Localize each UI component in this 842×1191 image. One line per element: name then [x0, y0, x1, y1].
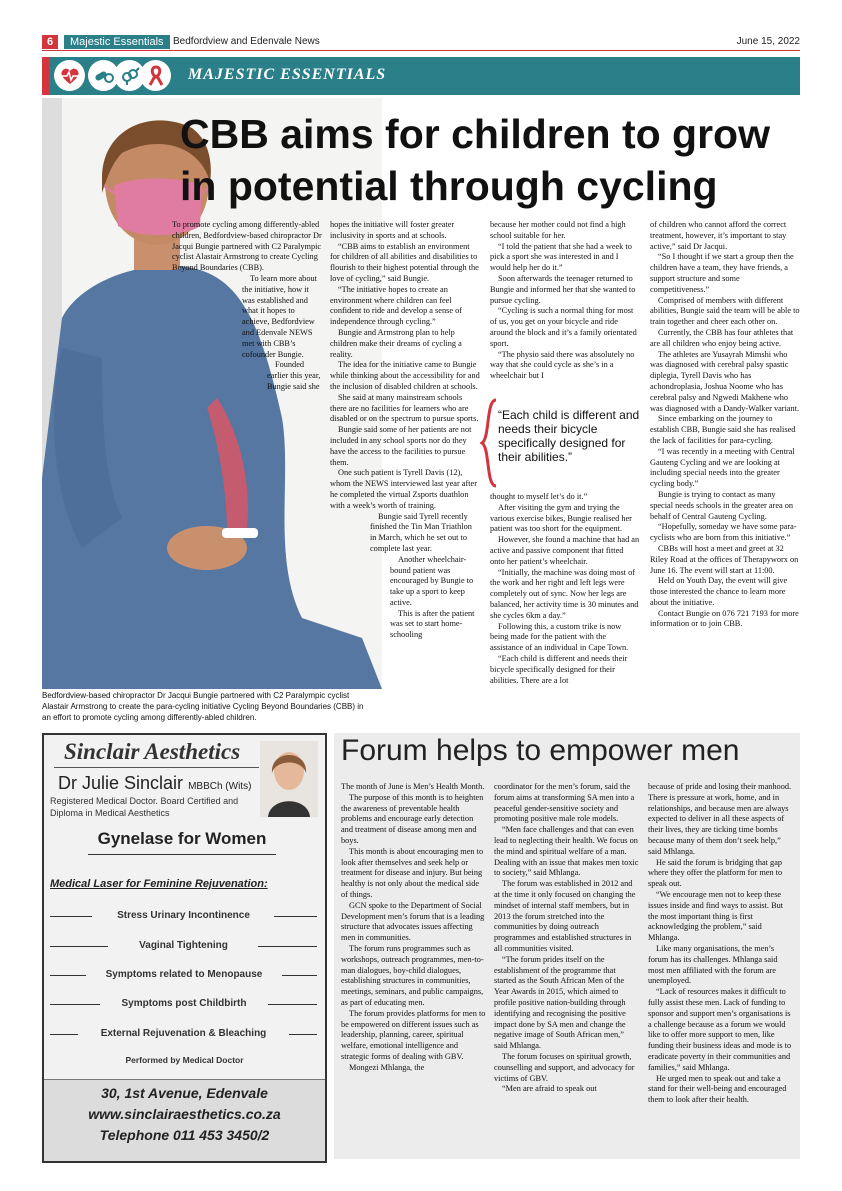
heartbeat-icon: [54, 60, 85, 91]
ad-brand: Sinclair Aesthetics: [64, 739, 241, 764]
doctor-qualification: MBBCh (Wits): [188, 781, 252, 792]
paragraph: Soon afterwards the teenager returned to Bungie and informed her that she wanted to pursue cycling.: [490, 273, 636, 305]
paragraph: Bungie said Tyrell recently finished the Tin Man Triathlon in March, which he set out to complete last year.: [370, 511, 472, 553]
paragraph: Held on Youth Day, the event will give those interested the chance to learn more about the initiative.: [650, 576, 788, 607]
paragraph: However, she found a machine that had an active and passive component that fitted onto her patient’s wheelchair.: [490, 535, 640, 566]
photo-caption: Bedfordview-based chiropractor Dr Jacqui Bungie partnered with C2 Paralympic cyclist Alastair Armstrong to create the para-cycling initiative Cycling Beyond Boundaries (CBB) in an effort to promote cycling among differently-abled children.: [42, 691, 364, 722]
paragraph: Currently, the CBB has four athletes that are all children who enjoy being active.: [650, 327, 794, 348]
paragraph: Mongezi Mhlanga, the: [349, 1062, 425, 1072]
paragraph: “Lack of resources makes it difficult to fully assist these men. Lack of funding to sponsor and support men’s organisations is a challenge because as a forum we would like to offer more support to men, like funding their business ideas and mode is to eradicate poverty in their communities and families,” said Mhlanga.: [648, 987, 792, 1072]
forum-column-2: [494, 782, 639, 1095]
paragraph: “The forum prides itself on the establishment of the programme that started as the South African Men of the Year Awards in 2015, which aimed to profile positive nation-building through identifying and recognising the positive impact done by SA men and change the negative image of South African men,” said Mhlanga.: [494, 954, 626, 1051]
paragraph: “Each child is different and needs their bicycle specifically designed for their abilities. There are a lot: [490, 653, 628, 685]
ad-subtitle: Medical Laser for Feminine Rejuvenation:: [50, 878, 268, 890]
paragraph: Following this, a custom trike is now being made for the patient with the assistance of an individual in Cape Town.: [490, 621, 629, 653]
paragraph: “We encourage men not to keep these issues inside and find ways to assist. But the most important thing is first acknowledging the problem,” said Mhlanga.: [648, 889, 784, 943]
divider: [289, 1034, 317, 1035]
paragraph: The purpose of this month is to heighten the awareness of preventable health problems and encourage early detection and treatment of disease among men and boys.: [341, 792, 484, 845]
ad-item: Symptoms related to Menopause: [105, 969, 263, 980]
paragraph: This month is about encouraging men to look after themselves and seek help or treatment for disease and injury. But being healthy is not only about the medical side of things.: [341, 846, 484, 899]
paragraph: She said at many mainstream schools there are no facilities for learners who are disabled or on the spectrum to pursue sports.: [330, 392, 479, 424]
paragraph: Since embarking on the journey to establish CBB, Bungie said she has realised the lack of facilities for para-cycling.: [650, 414, 796, 445]
article1-column-2: [330, 220, 480, 641]
paragraph: “I was recently in a meeting with Central Gauteng Cycling and we are looking at including special needs into the greater cycling body.”: [650, 446, 795, 489]
banner-title: MAJESTIC ESSENTIALS: [188, 66, 387, 83]
paragraph: The forum runs programmes such as workshops, outreach programmes, men-to-man dialogues, boy-child dialogues, establishing structures in communities, meetings, seminars, and public campaigns, as part of educating men.: [341, 943, 484, 1007]
paragraph: “CBB aims to establish an environment for children of all abilities and disabilities to flourish to their highest potential through the love of cycling,” said Bungie.: [330, 241, 479, 283]
divider: [50, 946, 108, 947]
paragraph: because her mother could not find a high school suitable for her.: [490, 220, 626, 240]
forum-headline: Forum helps to empower men: [341, 734, 740, 767]
banner-accent: [42, 57, 49, 95]
paragraph: GCN spoke to the Department of Social Development men’s forum that is a leading structure that advocates issues affecting men in communities.: [341, 900, 485, 943]
page-number: 6: [42, 35, 58, 49]
ad-item: Symptoms post Childbirth: [121, 998, 247, 1009]
paragraph: “The initiative hopes to create an environment where children can feel confident to ride and develop a sense of independence through cycling.”: [330, 284, 463, 327]
divider: [274, 916, 317, 917]
pull-quote: “Each child is different and needs their bicycle specifically designed for their abilities.”: [498, 408, 640, 464]
paragraph: Contact Bungie on 076 721 7193 for more information or to join CBB.: [650, 608, 799, 629]
ad-credentials: Registered Medical Doctor. Board Certified and Diploma in Medical Aesthetics: [50, 796, 239, 818]
ad-website[interactable]: www.sinclairaesthetics.co.za: [88, 1106, 281, 1122]
paragraph: Comprised of members with different abilities, Bungie said the team will be able to train together and cheer each other on.: [650, 295, 800, 327]
section-label: Majestic Essentials: [64, 35, 170, 49]
paragraph: of children who cannot afford the correct treatment, however, it’s important to stay active,” said Dr Jacqui.: [650, 220, 787, 251]
ad-doctor: [58, 773, 251, 794]
divider: [50, 1004, 100, 1005]
paragraph: Bungie and Armstrong plan to help children make their dreams of cycling a reality.: [330, 327, 462, 359]
ad-address: 30, 1st Avenue, Edenvale: [101, 1085, 268, 1101]
paragraph: The forum focuses on spiritual growth, counselling and support, and advocacy for victims of GBV.: [494, 1051, 635, 1083]
paragraph: Bungie said some of her patients are not included in any school sports nor do they have the access to the facilities to pursue them.: [330, 425, 472, 467]
paragraph: The forum provides platforms for men to be empowered on different issues such as leadership, planning, career, spiritual welfare, emotional intelligence and strategic forms of dealing with GBV.: [341, 1008, 486, 1061]
forum-column-1: [341, 782, 486, 1074]
paragraph: Bungie is trying to contact as many special needs schools in the greater area on behalf of Central Gauteng Cycling.: [650, 489, 794, 521]
paragraph: hopes the initiative will foster greater inclusivity in sports and at schools.: [330, 220, 455, 240]
paragraph: To promote cycling among differently-abled children, Bedfordview-based chiropractor Dr Jacqui Bungie partnered with C2 Paralympic cyclist Alastair Armstrong to create Cycling Beyond Boundaries (CBB).: [172, 220, 322, 273]
publication-name: Bedfordview and Edenvale News: [173, 36, 320, 47]
ad-performed-by: Performed by Medical Doctor: [125, 1055, 244, 1065]
paragraph: “So I thought if we start a group then the children have a team, they have friends, a support structure and some competitiveness.”: [650, 252, 794, 294]
ad-phone: Telephone 011 453 3450/2: [99, 1127, 270, 1143]
paragraph: “The physio said there was absolutely no way that she could cycle as she’s in a wheelchair but I: [490, 349, 635, 381]
paragraph: The idea for the initiative came to Bungie while thinking about the accessibility for and the inclusion of disabled children at schools.: [330, 360, 480, 391]
paragraph: coordinator for the men’s forum, said the forum aims at transforming SA men into a peaceful gender-sensitive society and promoting positive male role models.: [494, 782, 635, 824]
paragraph: He said the forum is bridging that gap where they offer the platform for men to speak out.: [648, 857, 783, 889]
issue-date: June 15, 2022: [736, 36, 800, 47]
divider: [50, 975, 86, 976]
divider: [282, 975, 317, 976]
paragraph: “Cycling is such a normal thing for most of us, you get on your bicycle and ride around the block and it’s a family orientated sport.: [490, 306, 637, 348]
ad-item: Vaginal Tightening: [139, 940, 228, 951]
divider: [268, 1004, 317, 1005]
ad-item: External Rejuvenation & Bleaching: [100, 1028, 267, 1039]
ribbon-icon: [140, 60, 171, 91]
paragraph: The month of June is Men’s Health Month.: [341, 782, 485, 791]
advertisement: [42, 733, 327, 1163]
paragraph: thought to myself let’s do it.”: [490, 492, 588, 501]
paragraph: Like many organisations, the men’s forum has its challenges. Mhlanga said most men affiliated with the forum are unemployed.: [648, 943, 778, 986]
paragraph: He urged men to speak out and take a stand for their well-being and encouraged them to look after their health.: [648, 1073, 787, 1105]
paragraph: “Men face challenges and that can even lead to neglecting their health. We focus on the mind and spiritual welfare of a man. Dealing with an issue that makes men toxic to society,” said Mhlanga.: [494, 825, 639, 878]
article1-column-1: [172, 220, 322, 393]
paragraph: “Men are afraid to speak out: [502, 1084, 597, 1094]
paragraph: because of pride and losing their manhood. There is pressure at work, home, and in relationships, and because men are always expected to deliver in all these aspects of their lives, they are ticking time bombs because many of them don’t seek help,” said Mhlanga.: [648, 782, 792, 856]
paragraph: One such patient is Tyrell Davis (12), whom the NEWS interviewed last year after he completed the virtual Zsports duathlon with a week’s worth of training.: [330, 468, 477, 510]
paragraph: To learn more about the initiative, how it was established and what it hopes to achieve, Bedfordview and Edenvale NEWS met with CBB’s cofounder Bungie.: [242, 273, 317, 359]
divider: [50, 1034, 78, 1035]
paragraph: This is after the patient was set to start home-schooling: [390, 608, 475, 640]
divider: [50, 916, 92, 917]
doctor-name: Dr Julie Sinclair: [58, 773, 184, 793]
paragraph: “I told the patient that she had a week to pick a sport she was interested in and I would help her do it.”: [490, 241, 632, 273]
paragraph: After visiting the gym and trying the various exercise bikes, Bungie realised her patient was too short for the equipment.: [490, 502, 632, 534]
paragraph: “Hopefully, someday we have some para-cyclists who are born from this initiative.”: [650, 522, 797, 543]
divider: [258, 946, 317, 947]
doctor-portrait: [260, 741, 318, 817]
ad-item: Stress Urinary Incontinence: [117, 910, 250, 921]
paragraph: Founded earlier this year, Bungie said she: [267, 360, 321, 391]
article1-column-4: [650, 220, 800, 630]
paragraph: “Initially, the machine was doing most of the work and her right and left legs were completely out of sync. Now her legs are balanced, her activity time is 30 minutes and she cycles 6km a day.”: [490, 567, 639, 620]
paragraph: The athletes are Yusayrah Mimshi who was diagnosed with cerebral palsy spastic diplegia, Tyrell Davis who has achondroplasia, Joshua Noome who has cerebral palsy and Ngwedi Makhene who was diagnosed with a Dandy-Walker variant.: [650, 349, 800, 413]
article1-column-3: [490, 220, 640, 382]
paragraph: The forum was established in 2012 and at the time it only focused on changing the mindset of internal staff members, but in 2013 the forum stretched into the communities by doing outreach programmes and established structures in all communities visited.: [494, 879, 636, 953]
forum-column-3: [648, 782, 793, 1106]
paragraph: Another wheelchair-bound patient was encouraged by Bungie to take up a sport to keep active.: [390, 554, 474, 607]
article1-column-3-continued: [490, 492, 640, 686]
ad-product: Gynelase for Women: [88, 829, 276, 855]
article-headline: CBB aims for children to grow in potential through cycling: [180, 111, 770, 209]
paragraph: CBBs will host a meet and greet at 32 Riley Road at the offices of Therapyworx on June 16. The event will start at 11:00.: [650, 543, 799, 575]
